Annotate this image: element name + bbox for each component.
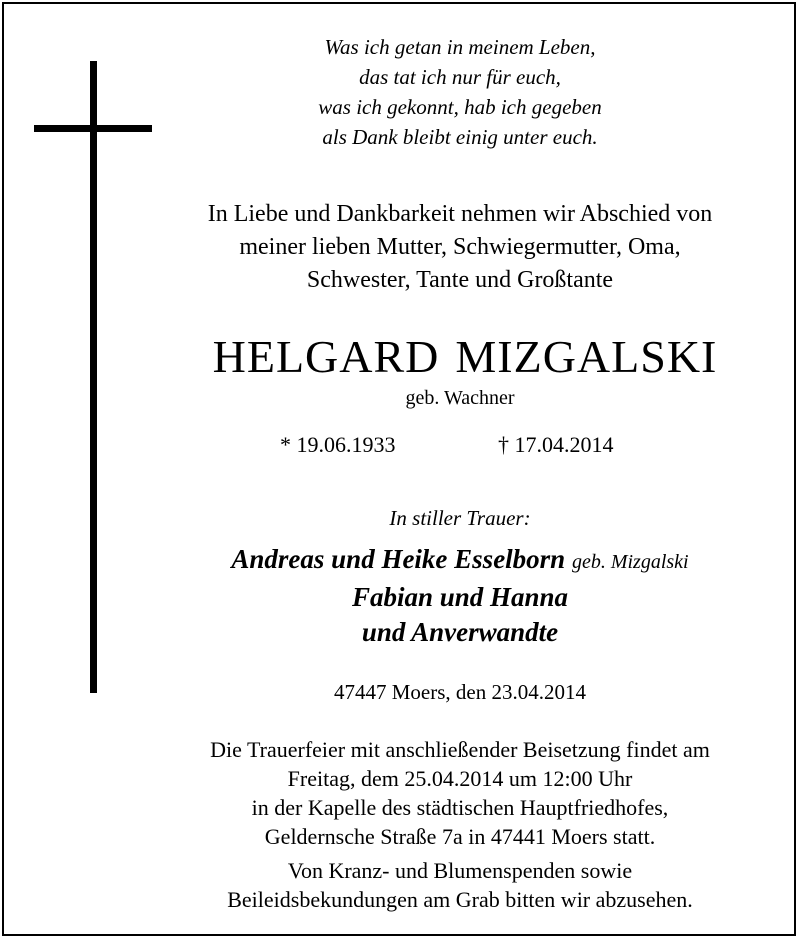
- ceremony-details: [150, 735, 770, 851]
- ceremony-line: in der Kapelle des städtischen Hauptfriedhofes,: [251, 795, 669, 820]
- poem-line: als Dank bleibt einig unter euch.: [322, 125, 598, 149]
- mourning-intro: In stiller Trauer:: [389, 506, 531, 530]
- deceased-first-name: HELGARD: [212, 331, 440, 382]
- life-dates: [270, 431, 670, 461]
- poem-line: das tat ich nur für euch,: [359, 65, 561, 89]
- farewell-intro: [130, 198, 790, 297]
- mourner-line: [150, 542, 770, 580]
- mourner-line: und Anverwandte: [361, 617, 559, 647]
- poem: [230, 32, 690, 152]
- ceremony-line: Die Trauerfeier mit anschließender Beisetzung findet am: [210, 737, 710, 762]
- ceremony-line: Geldernsche Straße 7a in 47441 Moers statt.: [264, 824, 656, 849]
- flowers-line: Von Kranz- und Blumenspenden sowie: [287, 858, 633, 883]
- poem-line: was ich gekonnt, hab ich gegeben: [318, 95, 602, 119]
- place-and-date: 47447 Moers, den 23.04.2014: [334, 680, 586, 704]
- flowers-line: Beileidsbekundungen am Grab bitten wir abzusehen.: [227, 887, 693, 912]
- flowers-request: [150, 856, 770, 914]
- intro-line: Schwester, Tante und Großtante: [306, 267, 614, 293]
- mourner-line: Fabian und Hanna: [351, 582, 569, 612]
- deceased-name: [170, 330, 760, 384]
- mourner-names: Andreas und Heike Esselborn: [231, 544, 566, 574]
- death-date: † 17.04.2014: [498, 432, 614, 457]
- deceased-last-name: MIZGALSKI: [455, 331, 718, 382]
- intro-line: In Liebe und Dankbarkeit nehmen wir Abschied von: [207, 201, 713, 227]
- cross-vertical-bar: [90, 61, 97, 693]
- intro-line: meiner lieben Mutter, Schwiegermutter, Oma,: [239, 234, 681, 260]
- mourners-list: [150, 542, 770, 650]
- birth-date: * 19.06.1933: [280, 432, 396, 457]
- maiden-name: geb. Wachner: [405, 387, 515, 409]
- ceremony-line: Freitag, dem 25.04.2014 um 12:00 Uhr: [287, 766, 633, 791]
- mourner-maiden-note: geb. Mizgalski: [571, 551, 689, 573]
- poem-line: Was ich getan in meinem Leben,: [324, 35, 596, 59]
- cross-horizontal-bar: [34, 125, 152, 132]
